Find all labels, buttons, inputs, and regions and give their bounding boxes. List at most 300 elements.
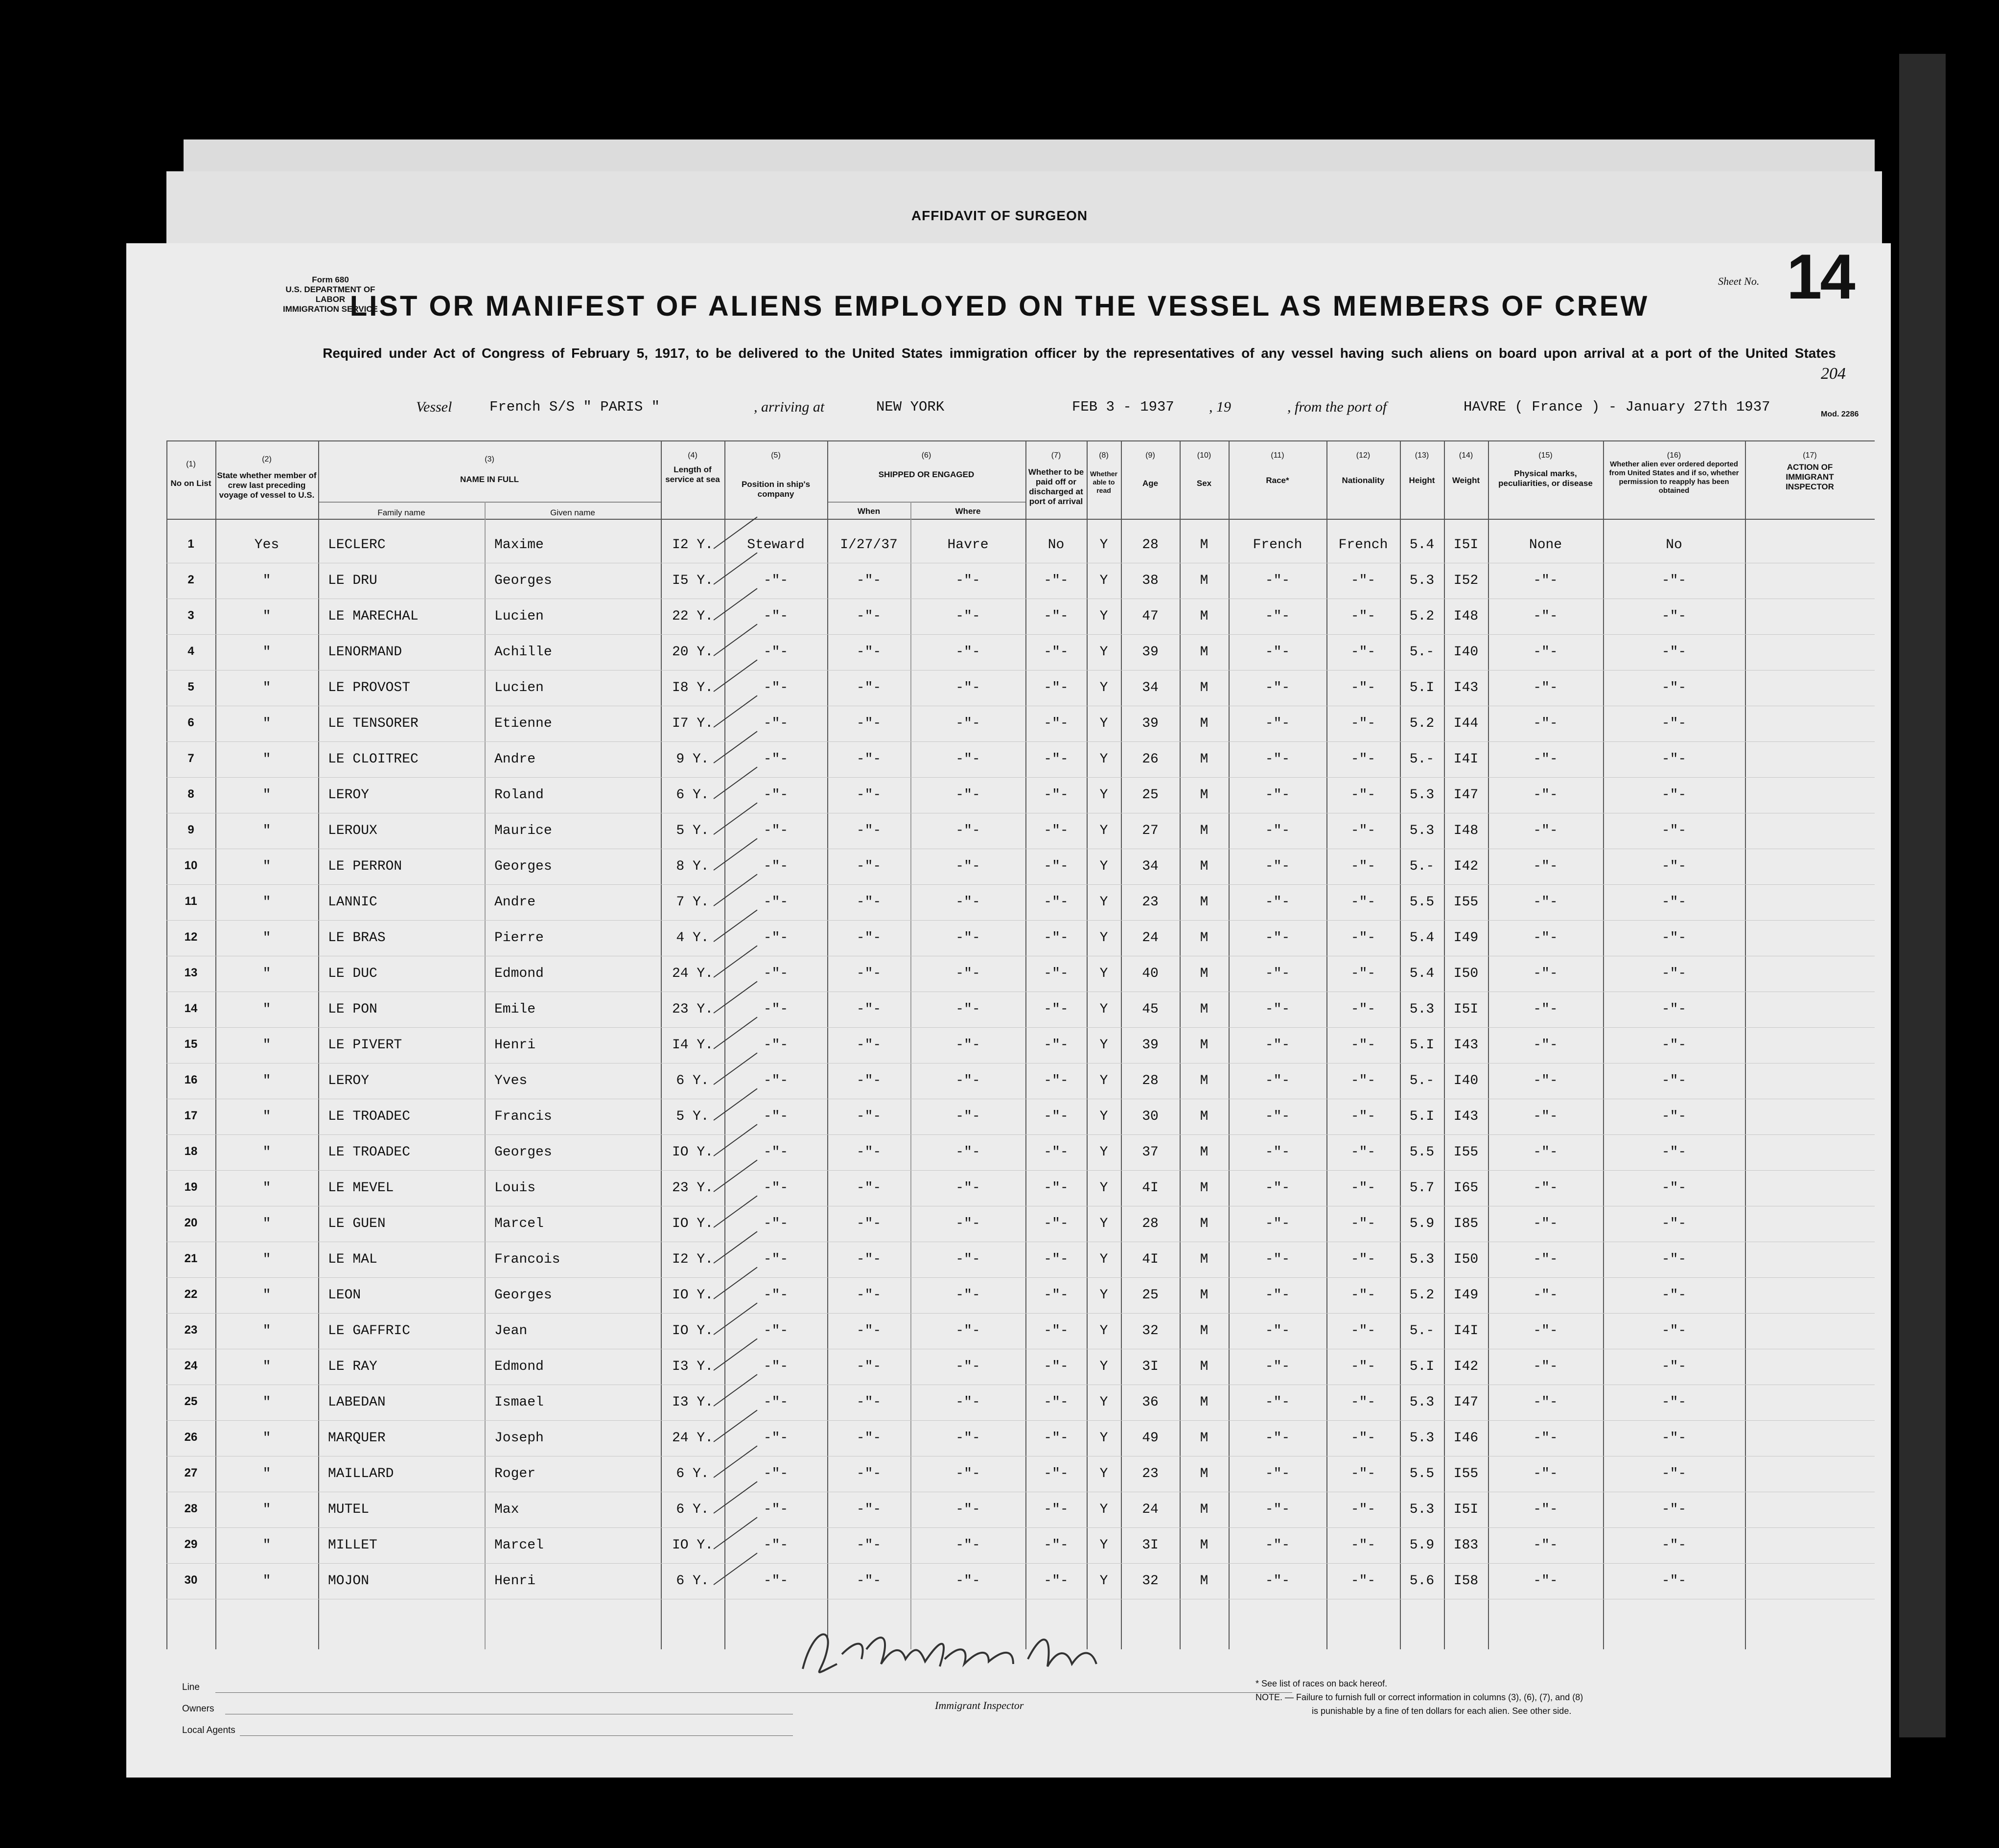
cell-given: Roger [494,1466,536,1481]
cell-race: -"- [1265,1288,1290,1303]
cell-no: 27 [184,1466,198,1479]
cell-prev: " [262,966,271,981]
cell-age: 32 [1142,1573,1159,1589]
cell-age: 39 [1142,645,1159,660]
col-number-5: (5) [771,451,781,460]
cell-prev: " [262,1466,271,1481]
cell-deported: -"- [1661,1073,1687,1088]
cell-given: Ismael [494,1395,544,1410]
cell-where: -"- [955,680,980,695]
footer-rule [793,1692,1292,1693]
cell-marks: -"- [1533,680,1558,695]
cell-read: Y [1099,895,1108,910]
cell-age: 27 [1142,823,1159,838]
cell-age: 23 [1142,1466,1159,1481]
inspector-label: Immigrant Inspector [935,1699,1024,1711]
cell-race: -"- [1265,1145,1290,1160]
cell-marks: -"- [1533,823,1558,838]
cell-weight: I43 [1453,680,1479,695]
cell-read: Y [1099,1359,1108,1374]
col-header-read: Whether able to read [1090,470,1117,494]
cell-family: LE MAL [328,1252,377,1267]
cell-sex: M [1200,716,1209,731]
cell-height: 5.4 [1409,930,1435,946]
cell-deported: -"- [1661,680,1687,695]
footnote-penalty: NOTE. — Failure to furnish full or correct information in columns (3), (6), (7), and (8) [1255,1692,1583,1702]
cell-deported: -"- [1661,1038,1687,1053]
cell-nat: -"- [1350,1323,1376,1339]
cell-position: -"- [763,1109,789,1124]
cell-race: -"- [1265,1538,1290,1553]
cell-age: 47 [1142,609,1159,624]
cell-sex: M [1200,1538,1209,1553]
cell-deported: -"- [1661,1573,1687,1589]
cell-when: -"- [856,1359,882,1374]
cell-read: Y [1099,1323,1108,1339]
cell-race: -"- [1265,787,1290,803]
cell-prev: " [262,1216,271,1231]
cell-read: Y [1099,645,1108,660]
cell-given: Lucien [494,680,544,695]
cell-deported: No [1666,537,1682,553]
cell-nat: -"- [1350,1073,1376,1088]
cell-family: LE PROVOST [328,680,411,695]
cell-when: -"- [856,1288,882,1303]
cell-deported: -"- [1661,1466,1687,1481]
cell-service: 4 Y. [676,930,709,946]
col-number-7: (7) [1051,451,1061,460]
cell-nat: -"- [1350,752,1376,767]
cell-height: 5.3 [1409,1252,1435,1267]
cell-prev: " [262,1538,271,1553]
cell-where: -"- [955,823,980,838]
cell-sex: M [1200,752,1209,767]
cell-no: 29 [184,1538,198,1551]
cell-race: -"- [1265,1180,1290,1196]
row-rule [166,1134,1875,1135]
cell-service: I8 Y. [672,680,713,695]
cell-family: LE PIVERT [328,1038,402,1053]
cell-age: 25 [1142,1288,1159,1303]
cell-deported: -"- [1661,609,1687,624]
cell-weight: I46 [1453,1431,1479,1446]
col-number-9: (9) [1145,451,1155,460]
cell-age: 30 [1142,1109,1159,1124]
cell-prev: " [262,1502,271,1517]
cell-read: Y [1099,1502,1108,1517]
cell-weight: I85 [1453,1216,1479,1231]
cell-weight: I4I [1453,752,1479,767]
cell-prev: " [262,1573,271,1589]
cell-paid: -"- [1044,609,1069,624]
cell-service: I7 Y. [672,716,713,731]
cell-race: -"- [1265,680,1290,695]
cell-nat: -"- [1350,716,1376,731]
cell-family: LE TENSORER [328,716,418,731]
cell-where: -"- [955,1538,980,1553]
cell-age: 3I [1142,1359,1159,1374]
cell-read: Y [1099,1073,1108,1088]
cell-height: 5.5 [1409,1145,1435,1160]
cell-no: 14 [184,1002,198,1015]
cell-read: Y [1099,1002,1108,1017]
cell-paid: -"- [1044,859,1069,874]
cell-sex: M [1200,1359,1209,1374]
cell-when: -"- [856,1431,882,1446]
cell-read: Y [1099,680,1108,695]
cell-read: Y [1099,859,1108,874]
sheet-number: 14 [1787,241,1854,312]
cell-service: I5 Y. [672,573,713,588]
inspector-signature [793,1620,1126,1684]
cell-position: -"- [763,752,789,767]
cell-given: Francis [494,1109,552,1124]
cell-race: -"- [1265,1395,1290,1410]
cell-no: 18 [184,1145,198,1158]
cell-sex: M [1200,859,1209,874]
cell-marks: -"- [1533,752,1558,767]
cell-prev: " [262,680,271,695]
cell-nat: -"- [1350,1145,1376,1160]
cell-no: 8 [187,787,194,801]
cell-where: -"- [955,1180,980,1196]
footer-rule [240,1735,793,1736]
cell-deported: -"- [1661,1109,1687,1124]
cell-race: -"- [1265,1502,1290,1517]
cell-prev: " [262,1252,271,1267]
cell-given: Roland [494,787,544,803]
cell-sex: M [1200,966,1209,981]
cell-where: -"- [955,1038,980,1053]
cell-marks: -"- [1533,1180,1558,1196]
cell-prev: " [262,609,271,624]
cell-race: -"- [1265,1323,1290,1339]
cell-read: Y [1099,1395,1108,1410]
cell-age: 39 [1142,716,1159,731]
cell-deported: -"- [1661,1145,1687,1160]
col-number-6: (6) [921,451,931,460]
cell-height: 5.5 [1409,895,1435,910]
cell-height: 5.- [1409,645,1435,660]
cell-weight: I43 [1453,1038,1479,1053]
row-rule [166,777,1875,778]
col-header-no: No on List [170,479,211,488]
cell-given: Henri [494,1038,536,1053]
cell-when: -"- [856,823,882,838]
cell-deported: -"- [1661,859,1687,874]
cell-service: 20 Y. [672,645,713,660]
cell-read: Y [1099,1288,1108,1303]
cell-paid: -"- [1044,1145,1069,1160]
cell-marks: -"- [1533,1502,1558,1517]
cell-given: Yves [494,1073,528,1088]
cell-no: 30 [184,1573,198,1587]
vessel-label: Vessel [416,399,452,415]
cell-given: Emile [494,1002,536,1017]
cell-prev: " [262,1431,271,1446]
cell-no: 4 [187,645,194,658]
sheet-label: Sheet No. [1718,275,1760,287]
cell-no: 23 [184,1323,198,1337]
row-rule [166,1027,1875,1028]
cell-position: -"- [763,573,789,588]
cell-when: -"- [856,1323,882,1339]
cell-no: 26 [184,1431,198,1444]
cell-age: 28 [1142,537,1159,553]
cell-nat: -"- [1350,823,1376,838]
cell-nat: -"- [1350,1002,1376,1017]
cell-position: -"- [763,1573,789,1589]
cell-service: 24 Y. [672,1431,713,1446]
cell-age: 3I [1142,1538,1159,1553]
cell-paid: -"- [1044,1288,1069,1303]
cell-service: IO Y. [672,1323,713,1339]
cell-service: IO Y. [672,1288,713,1303]
cell-position: -"- [763,1359,789,1374]
cell-where: -"- [955,1359,980,1374]
cell-height: 5.2 [1409,1288,1435,1303]
cell-where: -"- [955,1145,980,1160]
cell-family: LE GAFFRIC [328,1323,411,1339]
cell-family: MAILLARD [328,1466,394,1481]
cell-deported: -"- [1661,930,1687,946]
cell-prev: " [262,1288,271,1303]
cell-race: -"- [1265,930,1290,946]
punch-hole [66,729,90,753]
cell-paid: -"- [1044,787,1069,803]
cell-where: -"- [955,1323,980,1339]
cell-height: 5.2 [1409,716,1435,731]
cell-paid: -"- [1044,680,1069,695]
cell-marks: -"- [1533,1109,1558,1124]
cell-when: -"- [856,1180,882,1196]
cell-position: -"- [763,1145,789,1160]
cell-nat: -"- [1350,859,1376,874]
cell-read: Y [1099,1431,1108,1446]
cell-given: Georges [494,573,552,588]
cell-nat: -"- [1350,966,1376,981]
row-rule [166,1170,1875,1171]
cell-when: -"- [856,1038,882,1053]
cell-when: -"- [856,1109,882,1124]
row-rule [166,1313,1875,1314]
cell-deported: -"- [1661,1323,1687,1339]
cell-deported: -"- [1661,1002,1687,1017]
cell-weight: I55 [1453,895,1479,910]
cell-no: 13 [184,966,198,979]
col-number-17: (17) [1803,451,1817,460]
cell-prev: " [262,1109,271,1124]
cell-sex: M [1200,1466,1209,1481]
col-header-age: Age [1142,479,1159,488]
cell-sex: M [1200,1323,1209,1339]
cell-age: 36 [1142,1395,1159,1410]
cell-position: -"- [763,930,789,946]
cell-marks: -"- [1533,1431,1558,1446]
cell-weight: I47 [1453,1395,1479,1410]
cell-read: Y [1099,1109,1108,1124]
cell-position: -"- [763,609,789,624]
cell-marks: -"- [1533,966,1558,981]
cell-age: 4I [1142,1252,1159,1267]
cell-service: 5 Y. [676,823,709,838]
cell-weight: I49 [1453,930,1479,946]
from-label: , from the port of [1287,399,1387,415]
cell-weight: I42 [1453,859,1479,874]
cell-family: LEROY [328,1073,370,1088]
col-number-4: (4) [688,451,697,460]
cell-when: -"- [856,716,882,731]
cell-when: -"- [856,1216,882,1231]
punch-hole [66,905,90,929]
cell-race: -"- [1265,895,1290,910]
cell-paid: -"- [1044,1502,1069,1517]
cell-nat: -"- [1350,1288,1376,1303]
cell-height: 5.3 [1409,1395,1435,1410]
cell-given: Henri [494,1573,536,1589]
cell-paid: -"- [1044,752,1069,767]
col-header-paid-off: Whether to be paid off or discharged at port of arrival [1028,467,1084,506]
cell-race: French [1253,537,1302,553]
cell-position: Steward [747,537,805,553]
cell-read: Y [1099,609,1108,624]
cell-position: -"- [763,680,789,695]
cell-position: -"- [763,1073,789,1088]
cell-race: -"- [1265,609,1290,624]
cell-age: 24 [1142,1502,1159,1517]
cell-sex: M [1200,645,1209,660]
cell-sex: M [1200,573,1209,588]
cell-when: -"- [856,787,882,803]
cell-where: Havre [947,537,989,553]
row-rule [166,1277,1875,1278]
cell-deported: -"- [1661,1359,1687,1374]
cell-family: LE RAY [328,1359,377,1374]
cell-weight: I49 [1453,1288,1479,1303]
cell-where: -"- [955,1252,980,1267]
cell-deported: -"- [1661,787,1687,803]
cell-age: 25 [1142,787,1159,803]
cell-family: LEROY [328,787,370,803]
cell-deported: -"- [1661,752,1687,767]
cell-service: 6 Y. [676,1502,709,1517]
cell-family: LANNIC [328,895,377,910]
col-header-physical-marks: Physical marks, peculiarities, or disease [1498,469,1593,488]
cell-nat: -"- [1350,895,1376,910]
cell-sex: M [1200,537,1209,553]
col-border [485,502,486,1649]
cell-race: -"- [1265,1573,1290,1589]
cell-family: MUTEL [328,1502,370,1517]
page-title: LIST OR MANIFEST OF ALIENS EMPLOYED ON THE VESSEL AS MEMBERS OF CREW [349,290,1650,322]
cell-prev: " [262,1180,271,1196]
footer-agents-label: Local Agents [182,1725,235,1735]
cell-age: 49 [1142,1431,1159,1446]
cell-service: 22 Y. [672,609,713,624]
cell-nat: -"- [1350,1216,1376,1231]
cell-paid: -"- [1044,895,1069,910]
cell-when: -"- [856,859,882,874]
table-top-border [166,440,1875,441]
cell-position: -"- [763,895,789,910]
cell-when: -"- [856,752,882,767]
cell-given: Andre [494,752,536,767]
cell-nat: -"- [1350,1466,1376,1481]
cell-height: 5.5 [1409,1466,1435,1481]
cell-age: 37 [1142,1145,1159,1160]
cell-marks: None [1529,537,1562,553]
cell-paid: -"- [1044,1002,1069,1017]
subheader-when: When [857,507,881,516]
cell-prev: " [262,752,271,767]
cell-service: I2 Y. [672,537,713,553]
cell-height: 5.9 [1409,1538,1435,1553]
cell-family: LE CLOITREC [328,752,418,767]
cell-position: -"- [763,1502,789,1517]
cell-sex: M [1200,1288,1209,1303]
cell-marks: -"- [1533,1323,1558,1339]
cell-marks: -"- [1533,1038,1558,1053]
cell-read: Y [1099,1145,1108,1160]
cell-marks: -"- [1533,1288,1558,1303]
cell-prev: " [262,859,271,874]
cell-prev: " [262,1002,271,1017]
cell-height: 5.- [1409,859,1435,874]
cell-race: -"- [1265,859,1290,874]
form-number: Form 680 U.S. DEPARTMENT OF LABOR IMMIGRATION SERVICE [283,275,378,314]
cell-age: 39 [1142,1038,1159,1053]
cell-weight: I4I [1453,1323,1479,1339]
cell-position: -"- [763,1538,789,1553]
mod-number: Mod. 2286 [1821,410,1859,418]
cell-where: -"- [955,930,980,946]
cell-race: -"- [1265,1466,1290,1481]
cell-family: MARQUER [328,1431,386,1446]
cell-age: 34 [1142,680,1159,695]
departure-port: HAVRE ( France ) - January 27th 1937 [1464,399,1770,415]
cell-sex: M [1200,895,1209,910]
cell-given: Achille [494,645,552,660]
year-label: , 19 [1209,399,1231,415]
cell-height: 5.3 [1409,823,1435,838]
cell-deported: -"- [1661,1395,1687,1410]
cell-sex: M [1200,1145,1209,1160]
cell-given: Jean [494,1323,528,1339]
cell-marks: -"- [1533,1145,1558,1160]
cell-no: 17 [184,1109,198,1122]
cell-read: Y [1099,1538,1108,1553]
col-header-weight: Weight [1452,476,1480,485]
cell-nat: -"- [1350,573,1376,588]
cell-family: LE GUEN [328,1216,386,1231]
cell-where: -"- [955,716,980,731]
cell-age: 38 [1142,573,1159,588]
col-number-1: (1) [186,460,196,468]
cell-no: 11 [185,895,197,908]
cell-given: Edmond [494,1359,544,1374]
row-rule [166,920,1875,921]
cell-paid: -"- [1044,645,1069,660]
footnote-penalty-cont: is punishable by a fine of ten dollars for each alien. See other side. [1312,1706,1572,1716]
cell-weight: I5I [1453,1002,1479,1017]
cell-prev: " [262,1038,271,1053]
cell-service: IO Y. [672,1216,713,1231]
cell-service: 6 Y. [676,1466,709,1481]
cell-nat: -"- [1350,1038,1376,1053]
cell-race: -"- [1265,966,1290,981]
cell-marks: -"- [1533,1252,1558,1267]
cell-nat: -"- [1350,1252,1376,1267]
